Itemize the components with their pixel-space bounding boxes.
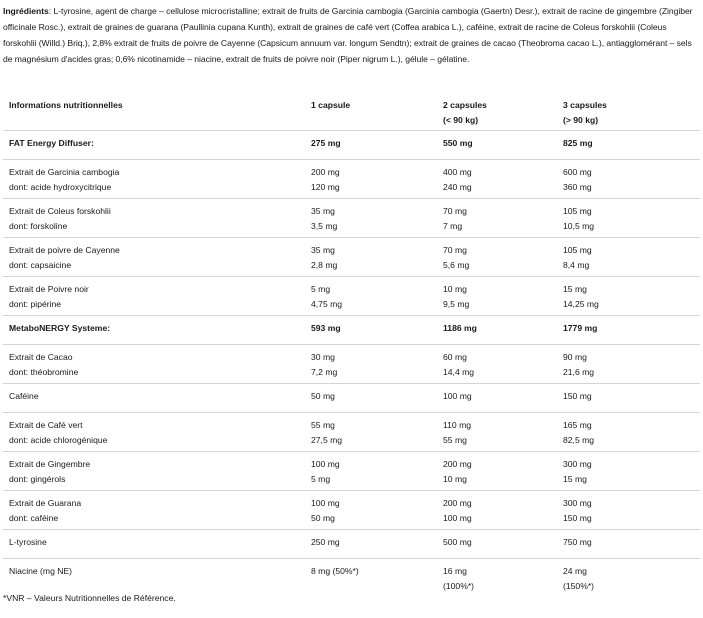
nutrient-text: Extrait de Guarana [9, 498, 82, 508]
table-row [3, 452, 700, 491]
three-capsules-cell [557, 131, 700, 160]
two-capsules-cell [437, 384, 557, 413]
ingredients-text: : L-tyrosine, agent de charge – cellulose microcristalline; extrait de fruits de Garcinia cambogia (Garcinia cambogia (Gaertn) Desr.), extrait de racine de gingembre (Zingiber officinale Rosc.), extrait de graines de guarana (Paullinia cupana Kunth), extrait de graines de café vert (Coffea arabica L.), caféine, extrait de racine de Coleus forskohlii (Coleus forskohlii (Willd.) Briq.), 2,8% extrait de fruits de poivre de Cayenne (Capsicum annuum var. longum Sendtn); extrait de graines de cacao (Theobroma cacao L.), antiagglomérant – sels de magnésium d'acides gras; 0,6% nicotinamide – niacine, extrait de fruits de poivre noir (Piper nigrum L.), gélule – gélatine. [3, 6, 693, 64]
table-row [3, 160, 700, 199]
one-capsule-text: 2,8 mg [311, 260, 338, 270]
two-capsules-text: (< 90 kg) [443, 115, 479, 125]
table-row [3, 491, 700, 530]
nutrient-text: dont: capsaicine [9, 260, 72, 270]
three-capsules-text: 14,25 mg [563, 299, 599, 309]
table-row [3, 413, 700, 452]
nutrient-text: dont: pipérine [9, 299, 62, 309]
section-row [3, 316, 700, 345]
one-capsule-text: 1 capsule [311, 100, 351, 110]
three-capsules-text: 82,5 mg [563, 435, 595, 445]
nutrient-text: L-tyrosine [9, 537, 47, 547]
one-capsule-cell [305, 413, 437, 452]
nutrient-text: Extrait de Gingembre [9, 459, 91, 469]
one-capsule-text: 50 mg [311, 391, 335, 401]
one-capsule-text: 5 mg [311, 284, 331, 294]
two-capsules-text: 7 mg [443, 221, 463, 231]
three-capsules-text: 15 mg [563, 474, 587, 484]
nutrient-text: dont: acide chlorogénique [9, 435, 108, 445]
two-capsules-text: 9,5 mg [443, 299, 470, 309]
one-capsule-cell [305, 160, 437, 199]
nutrient-text: Extrait de Coleus forskohlii [9, 206, 111, 216]
nutrient-text: dont: acide hydroxycitrique [9, 182, 112, 192]
one-capsule-cell [305, 559, 437, 606]
one-capsule-text: 7,2 mg [311, 367, 338, 377]
nutrition-table-body [3, 97, 700, 605]
two-capsules-text: 200 mg [443, 498, 472, 508]
table-row [3, 530, 700, 559]
table-row [3, 277, 700, 316]
nutrient-cell [3, 131, 305, 160]
one-capsule-text: 100 mg [311, 498, 340, 508]
three-capsules-text: 300 mg [563, 459, 592, 469]
three-capsules-text: 10,5 mg [563, 221, 595, 231]
two-capsules-text: 70 mg [443, 245, 467, 255]
three-capsules-text: 165 mg [563, 420, 592, 430]
one-capsule-text: 35 mg [311, 245, 335, 255]
table-row [3, 384, 700, 413]
two-capsules-text: 55 mg [443, 435, 467, 445]
three-capsules-cell [557, 345, 700, 384]
two-capsules-cell [437, 345, 557, 384]
ingredients-paragraph [3, 3, 693, 67]
table-row [3, 238, 700, 277]
one-capsule-text: 3,5 mg [311, 221, 338, 231]
two-capsules-cell [437, 238, 557, 277]
two-capsules-cell [437, 559, 557, 606]
one-capsule-text: 120 mg [311, 182, 340, 192]
three-capsules-cell [557, 559, 700, 606]
nutrient-text: Caféine [9, 391, 39, 401]
one-capsule-text: 55 mg [311, 420, 335, 430]
three-capsules-text: 1779 mg [563, 323, 598, 333]
two-capsules-text: 100 mg [443, 513, 472, 523]
one-capsule-text: 275 mg [311, 138, 341, 148]
nutrient-cell [3, 316, 305, 345]
three-capsules-cell [557, 160, 700, 199]
two-capsules-text: 5,6 mg [443, 260, 470, 270]
nutrient-cell [3, 452, 305, 491]
one-capsule-cell [305, 384, 437, 413]
three-capsules-text: 3 capsules [563, 100, 607, 110]
three-capsules-text: 24 mg [563, 566, 587, 576]
two-capsules-cell [437, 160, 557, 199]
three-capsules-cell [557, 384, 700, 413]
nutrient-text: Extrait de Garcinia cambogia [9, 167, 120, 177]
two-capsules-text: 400 mg [443, 167, 472, 177]
nutrient-cell [3, 345, 305, 384]
two-capsules-cell [437, 97, 557, 131]
three-capsules-text: 105 mg [563, 206, 592, 216]
three-capsules-text: 825 mg [563, 138, 593, 148]
nutrient-text: Niacine (mg NE) [9, 566, 73, 576]
one-capsule-cell [305, 530, 437, 559]
one-capsule-cell [305, 452, 437, 491]
one-capsule-cell [305, 199, 437, 238]
nutrient-text: dont: caféine [9, 513, 59, 523]
nutrition-table [3, 97, 700, 605]
three-capsules-text: 300 mg [563, 498, 592, 508]
two-capsules-text: 10 mg [443, 474, 467, 484]
nutrient-text: FAT Energy Diffuser: [9, 138, 94, 148]
three-capsules-cell [557, 238, 700, 277]
three-capsules-text: (> 90 kg) [563, 115, 599, 125]
nutrient-cell [3, 413, 305, 452]
three-capsules-cell [557, 97, 700, 131]
one-capsule-text: 50 mg [311, 513, 335, 523]
footnote: *VNR – Valeurs Nutritionnelles de Référence. [3, 593, 176, 603]
nutrient-text: dont: gingérols [9, 474, 66, 484]
two-capsules-text: 70 mg [443, 206, 467, 216]
section-row [3, 131, 700, 160]
three-capsules-cell [557, 491, 700, 530]
nutrient-cell [3, 160, 305, 199]
three-capsules-cell [557, 199, 700, 238]
two-capsules-text: 550 mg [443, 138, 473, 148]
two-capsules-text: 16 mg [443, 566, 467, 576]
three-capsules-text: 150 mg [563, 513, 592, 523]
nutrient-text: Extrait de Poivre noir [9, 284, 89, 294]
one-capsule-text: 4,75 mg [311, 299, 343, 309]
one-capsule-cell [305, 97, 437, 131]
nutrient-cell [3, 277, 305, 316]
one-capsule-cell [305, 345, 437, 384]
two-capsules-text: 60 mg [443, 352, 467, 362]
one-capsule-cell [305, 277, 437, 316]
nutrient-cell [3, 384, 305, 413]
nutrient-text: Extrait de Cacao [9, 352, 73, 362]
two-capsules-cell [437, 316, 557, 345]
one-capsule-cell [305, 316, 437, 345]
one-capsule-cell [305, 238, 437, 277]
two-capsules-cell [437, 413, 557, 452]
one-capsule-text: 200 mg [311, 167, 340, 177]
two-capsules-cell [437, 277, 557, 316]
table-row [3, 199, 700, 238]
two-capsules-text: 100 mg [443, 391, 472, 401]
nutrient-text: Extrait de poivre de Cayenne [9, 245, 120, 255]
two-capsules-text: 1186 mg [443, 323, 477, 333]
two-capsules-cell [437, 131, 557, 160]
one-capsule-text: 5 mg [311, 474, 331, 484]
one-capsule-cell [305, 491, 437, 530]
three-capsules-cell [557, 530, 700, 559]
two-capsules-text: 14,4 mg [443, 367, 475, 377]
three-capsules-text: 360 mg [563, 182, 592, 192]
two-capsules-cell [437, 199, 557, 238]
ingredients-label: Ingrédients [3, 6, 49, 16]
one-capsule-text: 250 mg [311, 537, 340, 547]
three-capsules-cell [557, 413, 700, 452]
two-capsules-text: (100%*) [443, 581, 475, 591]
two-capsules-text: 10 mg [443, 284, 467, 294]
table-row [3, 345, 700, 384]
nutrient-text: Extrait de Café vert [9, 420, 83, 430]
three-capsules-text: 750 mg [563, 537, 592, 547]
one-capsule-text: 593 mg [311, 323, 341, 333]
nutrient-text: Informations nutritionnelles [9, 100, 123, 110]
three-capsules-cell [557, 452, 700, 491]
one-capsule-text: 100 mg [311, 459, 340, 469]
one-capsule-text: 30 mg [311, 352, 335, 362]
three-capsules-text: 150 mg [563, 391, 592, 401]
two-capsules-text: 2 capsules [443, 100, 487, 110]
three-capsules-cell [557, 277, 700, 316]
two-capsules-cell [437, 452, 557, 491]
two-capsules-text: 500 mg [443, 537, 472, 547]
three-capsules-cell [557, 316, 700, 345]
nutrient-cell [3, 97, 305, 131]
two-capsules-cell [437, 530, 557, 559]
three-capsules-text: 8,4 mg [563, 260, 590, 270]
three-capsules-text: (150%*) [563, 581, 595, 591]
three-capsules-text: 90 mg [563, 352, 587, 362]
two-capsules-text: 200 mg [443, 459, 472, 469]
one-capsule-text: 27,5 mg [311, 435, 343, 445]
nutrient-cell [3, 530, 305, 559]
one-capsule-cell [305, 131, 437, 160]
three-capsules-text: 15 mg [563, 284, 587, 294]
one-capsule-text: 35 mg [311, 206, 335, 216]
three-capsules-text: 105 mg [563, 245, 592, 255]
two-capsules-cell [437, 491, 557, 530]
one-capsule-text: 8 mg (50%*) [311, 566, 359, 576]
three-capsules-text: 600 mg [563, 167, 592, 177]
nutrient-cell [3, 491, 305, 530]
nutrient-text: dont: forskoline [9, 221, 68, 231]
nutrient-cell [3, 199, 305, 238]
three-capsules-text: 21,6 mg [563, 367, 595, 377]
two-capsules-text: 110 mg [443, 420, 472, 430]
nutrient-text: dont: théobromine [9, 367, 79, 377]
two-capsules-text: 240 mg [443, 182, 472, 192]
table-header-row [3, 97, 700, 131]
nutrient-cell [3, 238, 305, 277]
nutrient-text: MetaboNERGY Systeme: [9, 323, 111, 333]
